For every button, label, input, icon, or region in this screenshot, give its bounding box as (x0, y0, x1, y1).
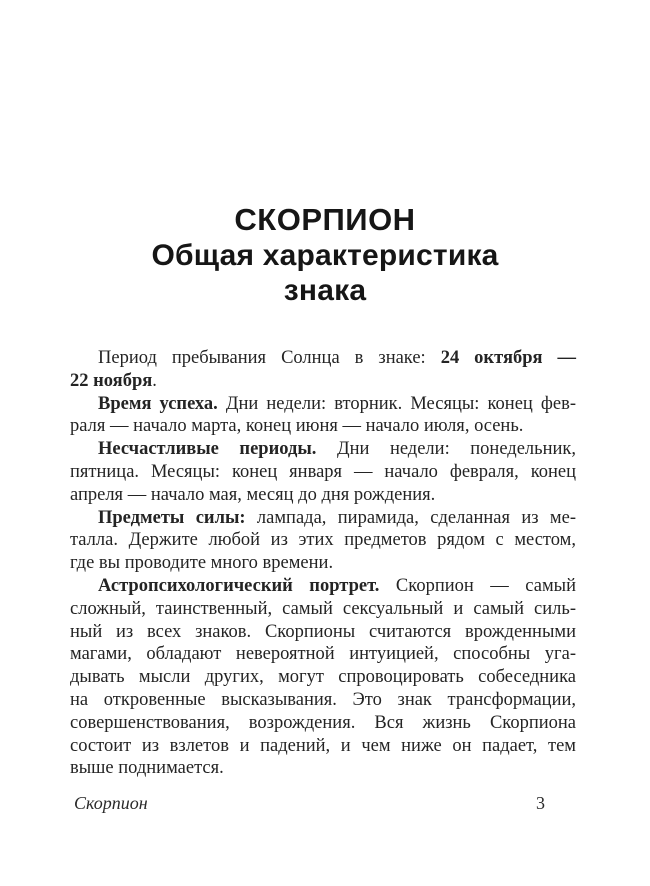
bold-run: 22 ноября (70, 370, 153, 391)
text-run: совершенствования, возрождения. Вся жизнь Скорпиона (70, 712, 576, 733)
text-run: пятница. Месяцы: конец января — начало февраля, конец (70, 461, 576, 482)
running-title: Скорпион (74, 793, 148, 813)
bold-run: 24 октября — (440, 348, 576, 368)
bold-run: Астропсихологический портрет. (98, 575, 380, 596)
bold-run: Несчастливые периоды. (98, 439, 317, 460)
paragraph (70, 507, 576, 575)
paragraph (70, 575, 576, 780)
text-line (70, 529, 576, 552)
text-run: выше поднимается. (70, 758, 224, 779)
text-run: Дни недели: понедельник, (316, 439, 576, 460)
text-run: Скорпион — самый (379, 575, 576, 596)
text-line (70, 552, 576, 575)
paragraph (70, 347, 576, 393)
page-title: СКОРПИОН (234, 202, 416, 237)
text-line (70, 438, 576, 461)
text-run: на откровенные высказывания. Это знак трансформации, (70, 689, 576, 710)
footer (70, 792, 576, 816)
paragraph (70, 393, 576, 439)
text-run: Период пребывания Солнца в знаке: (98, 348, 441, 368)
text-line (70, 347, 576, 370)
text-line (70, 507, 576, 530)
text-line (70, 643, 576, 666)
text-run: апреля — начало мая, месяц до дня рождения. (70, 484, 436, 505)
text-line (70, 666, 576, 689)
text-run: ный из всех знаков. Скорпионы считаются врожденными (70, 621, 576, 642)
paragraph (70, 438, 576, 506)
text-run: . (152, 370, 157, 391)
text-line (70, 370, 576, 393)
page-subtitle-line2: знака (283, 274, 367, 307)
text-line (70, 757, 576, 780)
bold-run: Предметы силы: (98, 507, 246, 528)
text-run: магами, обладают невероятной интуицией, способны уга- (70, 644, 576, 665)
heading-block (0, 202, 650, 308)
text-line (70, 484, 576, 507)
text-line (70, 575, 576, 598)
text-line (70, 393, 576, 416)
text-line (70, 621, 576, 644)
text-run: сложный, таинственный, самый сексуальный и самый силь- (70, 598, 576, 619)
page-number: 3 (536, 793, 545, 813)
text-run: дывать мысли других, могут спровоцировать собеседника (70, 667, 576, 688)
text-line (70, 712, 576, 735)
bold-run: Время успеха. (98, 393, 218, 414)
text-line (70, 689, 576, 712)
page-subtitle-line1: Общая характеристика (151, 239, 499, 272)
text-run: состоит из взлетов и падений, и чем ниже он падает, тем (70, 735, 576, 756)
text-run: раля — начало марта, конец июня — начало июля, осень. (70, 416, 524, 437)
text-run: Дни недели: вторник. Месяцы: конец фев- (217, 393, 576, 414)
text-line (70, 598, 576, 621)
text-run: где вы проводите много времени. (70, 553, 334, 574)
text-line (70, 735, 576, 758)
text-line (70, 415, 576, 438)
text-run: талла. Держите любой из этих предметов рядом с местом, (70, 530, 576, 551)
body-text (70, 347, 576, 780)
text-line (70, 461, 576, 484)
text-run: лампада, пирамида, сделанная из ме- (245, 507, 577, 528)
